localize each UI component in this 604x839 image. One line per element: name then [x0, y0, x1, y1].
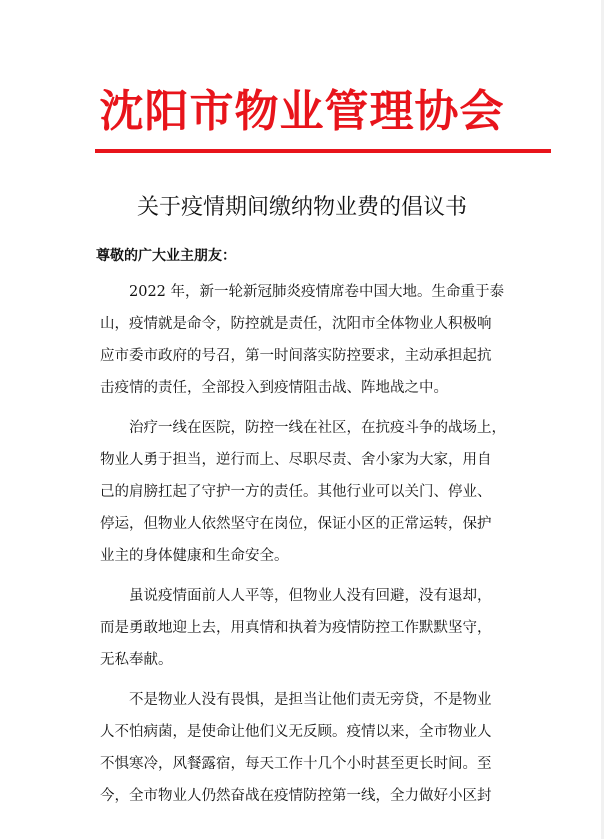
- document-title: 关于疫情期间缴纳物业费的倡议书: [136, 195, 467, 220]
- paragraph-2: [100, 412, 520, 572]
- text-line: 虽说疫情面前人人平等，但物业人没有回避，没有退却，: [129, 588, 492, 604]
- text-line: 应市委市政府的号召，第一时间落实防控要求，主动承担起抗: [100, 348, 492, 364]
- text-line: 击疫情的责任，全部投入到疫情阻击战、阵地战之中。: [100, 380, 448, 396]
- document-body: [100, 276, 520, 820]
- organization-masthead: 沈阳市物业管理协会: [99, 86, 505, 137]
- text-line: 无私奉献。: [100, 652, 173, 668]
- text-line: 山，疫情就是命令，防控就是责任，沈阳市全体物业人积极响: [100, 316, 492, 332]
- text-line: 停运，但物业人依然坚守在岗位，保证小区的正常运转，保护: [100, 516, 492, 532]
- text-line: 物业人勇于担当，逆行而上、尽职尽责、舍小家为大家，用自: [100, 452, 492, 468]
- text-line: 己的肩膀扛起了守护一方的责任。其他行业可以关门、停业、: [100, 484, 492, 500]
- text-line: 而是勇敢地迎上去，用真情和执着为疫情防控工作默默坚守，: [100, 620, 492, 636]
- red-header-rule: [95, 149, 551, 153]
- text-line: 今，全市物业人仍然奋战在疫情防控第一线，全力做好小区封: [100, 788, 492, 804]
- paragraph-3: [100, 580, 520, 676]
- text-line: 人不怕病菌，是使命让他们义无反顾。疫情以来，全市物业人: [100, 724, 492, 740]
- paragraph-1: [100, 276, 520, 404]
- text-line: 不是物业人没有畏惧，是担当让他们责无旁贷，不是物业: [129, 692, 492, 708]
- salutation: 尊敬的广大业主朋友：: [96, 248, 236, 264]
- text-line: 业主的身体健康和生命安全。: [100, 548, 289, 564]
- text-line: 2022 年，新一轮新冠肺炎疫情席卷中国大地。生命重于泰: [129, 284, 505, 300]
- text-line: 治疗一线在医院，防控一线在社区，在抗疫斗争的战场上，: [129, 420, 506, 436]
- text-line: 不惧寒冷，风餐露宿，每天工作十几个小时甚至更长时间。至: [100, 756, 492, 772]
- paragraph-4: [100, 684, 520, 812]
